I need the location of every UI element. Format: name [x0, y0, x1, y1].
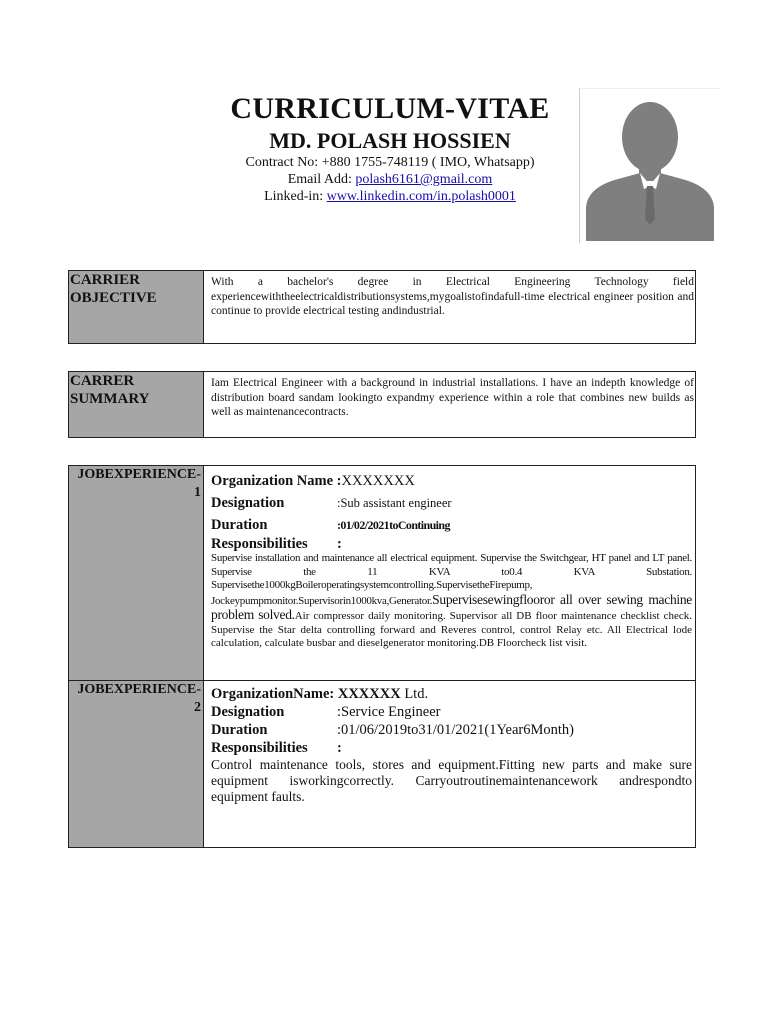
summary-label-line1: CARRER: [70, 373, 135, 389]
summary-body: [204, 372, 696, 438]
responsibilities-colon: :: [337, 536, 342, 552]
objective-text: With a bachelor's degree in Electrical Engineering Technology field experiencewiththeelectricaldistributionsystems,mygoalistofindafull-time electrical engineer position and continue to provide electrical testing andindustrial.: [211, 276, 694, 317]
designation-row: [211, 703, 692, 721]
organization-label: OrganizationName:: [211, 686, 338, 702]
experience-1-label-line2: 1: [194, 485, 201, 500]
organization-label: Organization Name :: [211, 473, 342, 489]
summary-text: Iam Electrical Engineer with a background in industrial installations. I have an indepth knowledge of distribution board sandam lookingto expandmy experience within a role that combines new builds as well as maintenancecontracts.: [211, 377, 694, 418]
designation-value: :Sub assistant engineer: [337, 496, 452, 510]
responsibilities-row: [211, 739, 692, 757]
experience-1-body: [204, 466, 696, 681]
responsibilities-text-c: Air compressor daily monitoring. Supervisor all DB floor maintenance checklist check. Supervise the Star delta controlling forward and Reveres control, control Relay etc. All Electrical lode calculation, calculate busbar and dieselgenerator monitoring.DB Floorcheck list visit.: [211, 610, 692, 649]
email-label: Email Add:: [287, 172, 356, 187]
profile-photo: [579, 88, 720, 243]
objective-section: [68, 270, 696, 344]
responsibilities-colon: :: [337, 740, 342, 756]
organization-row: [211, 685, 692, 703]
organization-value: XXXXXX: [337, 686, 401, 702]
experience-2-body: [204, 681, 696, 848]
designation-row: [211, 492, 692, 514]
responsibilities-text-b: Supervisesewingflooror all over sewing machine problem solved.: [211, 591, 692, 622]
summary-label: [69, 372, 204, 438]
responsibilities-text-a: Supervise installation and maintenance all electrical equipment. Supervise the Switchgear, HT panel and LT panel. Supervise the 11 KVA to0.4 KVA Substation. Supervisethe1000kgBoileroperatingsystemcontrolling.SupervisetheFirepump, Jockeypumpmonitor.Supervisorin1000kva,Generator.: [211, 552, 692, 607]
candidate-name: MD. POLASH HOSSIEN: [269, 128, 511, 153]
organization-row: [211, 470, 692, 492]
responsibilities-label: Responsibilities: [211, 740, 308, 756]
duration-label: Duration: [211, 517, 268, 533]
experience-2-label-line1: JOBEXPERIENCE-: [77, 682, 201, 697]
person-silhouette-icon: [580, 89, 720, 243]
duration-label: Duration: [211, 722, 268, 738]
cv-header: [180, 92, 600, 205]
summary-label-line2: SUMMARY: [70, 391, 150, 407]
duration-row: [211, 721, 692, 739]
experience-section: [68, 465, 696, 848]
email-line: [180, 171, 600, 188]
duration-value: :01/02/2021toContinuing: [337, 518, 450, 532]
duration-value: :01/06/2019to31/01/2021(1Year6Month): [337, 722, 574, 738]
responsibilities-row: [211, 536, 692, 552]
summary-section: [68, 371, 696, 438]
experience-row-1: [69, 466, 696, 681]
responsibilities-label: Responsibilities: [211, 536, 308, 552]
responsibilities-text: Control maintenance tools, stores and equipment.Fitting new parts and make sure equipment isworkingcorrectly. Carryoutroutinemaintenancework andrespondto equipment faults.: [211, 757, 692, 804]
experience-1-label: [69, 466, 204, 681]
experience-2-label-line2: 2: [194, 700, 201, 715]
cv-title: CURRICULUM-VITAE: [230, 92, 550, 125]
email-link[interactable]: polash6161@gmail.com: [355, 172, 493, 187]
contact-label: Contract No:: [245, 155, 322, 170]
objective-label-line1: CARRIER: [70, 272, 141, 288]
contact-number: +880 1755-748119 ( IMO, Whatsapp): [321, 155, 535, 170]
duration-row: [211, 514, 692, 536]
objective-label: [69, 271, 204, 344]
experience-row-2: [69, 681, 696, 848]
contact-line: [180, 154, 600, 171]
objective-label-line2: OBJECTIVE: [70, 290, 157, 306]
linkedin-line: [180, 188, 600, 205]
responsibilities-text: [211, 552, 692, 651]
experience-2-label: [69, 681, 204, 848]
linkedin-label: Linked-in:: [264, 189, 327, 204]
linkedin-link[interactable]: www.linkedin.com/in.polash0001: [326, 189, 516, 204]
designation-value: :Service Engineer: [337, 704, 441, 720]
designation-label: Designation: [211, 495, 285, 511]
organization-suffix: Ltd.: [400, 686, 429, 702]
experience-1-label-line1: JOBEXPERIENCE-: [77, 467, 201, 482]
designation-label: Designation: [211, 704, 285, 720]
objective-body: [204, 271, 696, 344]
organization-value: XXXXXXX: [341, 473, 415, 489]
